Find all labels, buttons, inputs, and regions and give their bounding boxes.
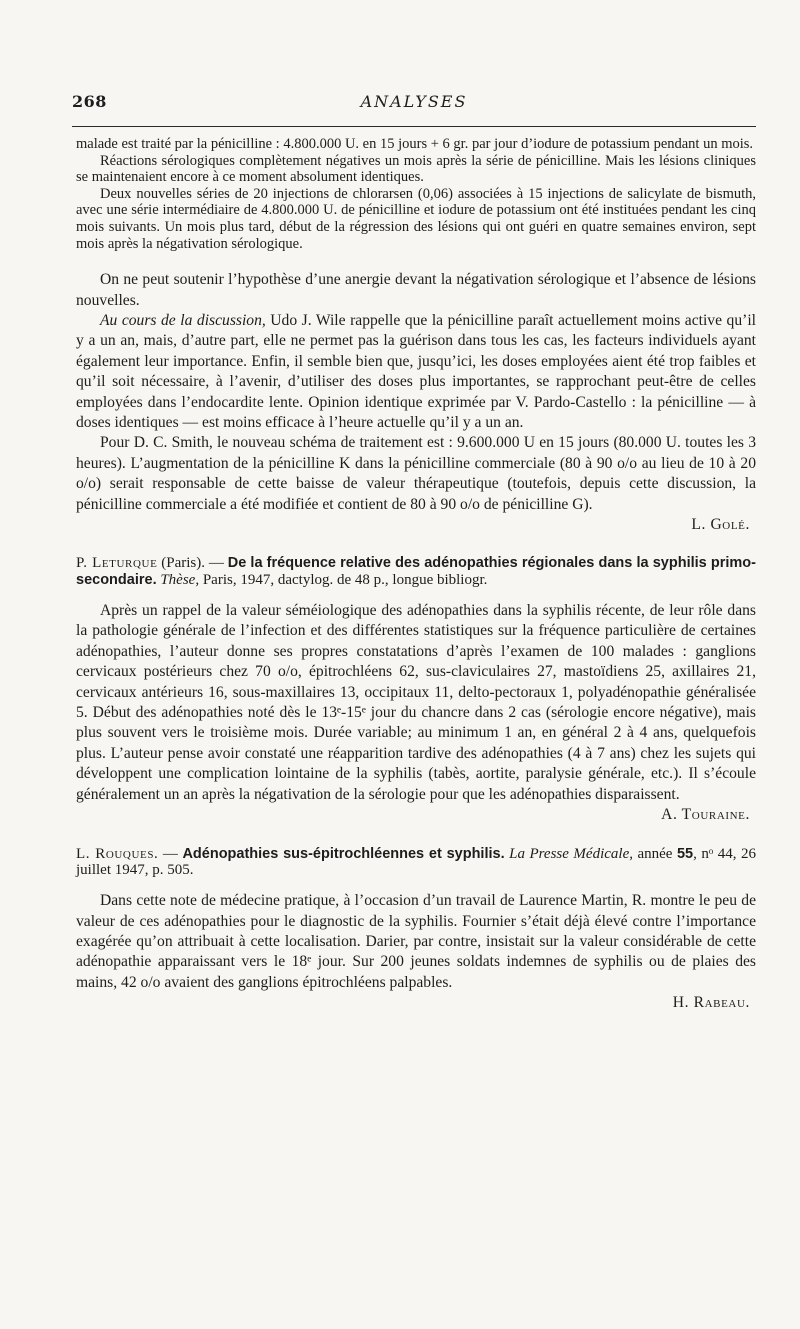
discussion-paragraph bbox=[76, 311, 756, 433]
entry-volume: 55 bbox=[676, 845, 694, 862]
page-number: 268 bbox=[72, 92, 107, 111]
signature bbox=[76, 805, 756, 825]
signature-text: L. Golé. bbox=[691, 516, 750, 534]
entry-title: Adénopathies sus-épitrochléennes et syphilis. bbox=[182, 845, 505, 862]
entry-title: De la fréquence relative des adénopathies régionales dans la syphilis primo-secondaire. bbox=[76, 555, 756, 589]
case-paragraph: Deux nouvelles séries de 20 injections de chlorarsen (0,06) associées à 15 injections de salicylate de bismuth, avec une série intermédiaire de 4.800.000 U. de pénicilline et iodure de potassium ont été instituées pendant les cinq mois suivants. Un mois plus tard, début de la régression des lésions qui ont guéri en quatre semaines environ, sept mois après la négativation sérologique. bbox=[76, 185, 756, 252]
entry-author: L. Rouques. bbox=[76, 845, 159, 862]
case-continuation bbox=[76, 136, 756, 252]
entry-source: Paris, 1947, dactylog. de 48 p., longue bibliogr. bbox=[199, 572, 488, 589]
running-title: ANALYSES bbox=[360, 92, 468, 111]
header-rule bbox=[72, 126, 756, 127]
entry-body: Dans cette note de médecine pratique, à l’occasion d’un travail de Laurence Martin, R. montre le peu de valeur de ces adénopathies pour le diagnostic de la syphilis. Fournier s’était déjà élevé contre l’importance exagérée qu’on attribuait à cette localisation. Darier, par contre, insistait sur la valeur considérable de cette adénopathie apparaissant vers le 18ᵉ jour. Sur 200 jeunes soldats indemnes de syphilis ou de plaies des mains, 42 o/o avaient des ganglions épitrochléens palpables. bbox=[76, 892, 756, 991]
page-header bbox=[72, 92, 756, 118]
signature-text: H. Rabeau. bbox=[672, 994, 750, 1012]
discussion-paragraph: Pour D. C. Smith, le nouveau schéma de traitement est : 9.600.000 U en 15 jours (80.000 U. toutes les 3 heures). L’augmentation de la pénicilline K dans la pénicilline commerciale (80 à 90 o/o au lieu de 10 à 20 o/o) serait responsable de cette baisse de valeur thérapeutique (toutefois, depuis cette discussion, la pénicilline commerciale a été modifiée et contient de 80 à 90 o/o de pénicilline G). bbox=[76, 434, 756, 513]
entry-source-pre: année bbox=[632, 845, 677, 862]
case-paragraph: Réactions sérologiques complètement négatives un mois après la série de pénicilline. Mais les lésions cliniques se maintenaient encore à ce moment absolument identiques. bbox=[76, 152, 756, 186]
page-body bbox=[76, 136, 756, 1014]
review-entry bbox=[76, 555, 756, 825]
discussion-text: Udo J. Wile rappelle que la pénicilline paraît actuellement moins active qu’il y a un an, mais, d’autre part, elle ne permet pas la guérison dans tous les cas, les facteurs individuels ayant également leur importance. Enfin, il semble bien que, jusqu’ici, les doses employées aient été trop faibles et qu’il soit nécessaire, à l’avenir, d’utiliser des doses plus importantes, se rapprochant peut-être de celles employées dans l’endocardite lente. Opinion identique exprimée par V. Pardo-Castello : la pénicilline — à doses identiques — est moins efficace à l’heure actuelle qu’il y a un an. bbox=[76, 311, 756, 431]
discussion-section bbox=[76, 270, 756, 535]
entry-source-italic: Thèse, bbox=[156, 572, 200, 589]
entry-heading bbox=[76, 846, 756, 880]
entry-heading bbox=[76, 555, 756, 589]
entry-source-italic: La Presse Médicale, bbox=[504, 845, 633, 862]
signature bbox=[76, 993, 756, 1013]
entry-place: (Paris). — bbox=[157, 555, 228, 572]
entry-author: P. Leturque bbox=[76, 555, 158, 572]
signature-text: A. Touraine. bbox=[661, 806, 750, 824]
entry-source: , nᵒ 44, 26 juillet 1947, p. 505. bbox=[76, 845, 756, 879]
review-entry bbox=[76, 846, 756, 1014]
discussion-paragraph: On ne peut soutenir l’hypothèse d’une anergie devant la négativation sérologique et l’absence de lésions nouvelles. bbox=[76, 271, 756, 309]
signature bbox=[76, 515, 756, 535]
entry-dash: — bbox=[158, 845, 183, 862]
entry-body: Après un rappel de la valeur séméiologique des adénopathies dans la syphilis récente, de leur rôle dans la pathologie générale de l’infection et des différentes statistiques sur la fréquence particulière de certaines adénopathies, l’auteur donne ses propres constatations d’après l’examen de 100 malades : ganglions cervicaux postérieurs chez 70 o/o, épitrochléens 62, sus-claviculaires 27, mastoïdiens 25, axillaires 21, cervicaux antérieurs 16, sous-maxillaires 13, occipitaux 11, delto-pectoraux 1, polyadénopathie généralisée 5. Début des adénopathies noté dès le 13ᵉ-15ᵉ jour du chancre dans 2 cas (sérologie encore négative), mais plus souvent vers le troisième mois. Durée variable; au minimum 1 an, en général 2 à 4 ans, quelquefois plus. L’auteur pense avoir constaté une réapparition tardive des adénopathies (4 à 7 ans) chez les sujets qui développent une complication lointaine de la syphilis (tabès, aortite, paralysie générale, etc.). Il s’écoule généralement un an après la négativation de la sérologie pour que les adénopathies disparaissent. bbox=[76, 602, 756, 803]
case-paragraph: malade est traité par la pénicilline : 4.800.000 U. en 15 jours + 6 gr. par jour d’iodure de potassium pendant un mois. bbox=[76, 136, 754, 152]
discussion-lead: Au cours de la discussion, bbox=[100, 311, 266, 329]
